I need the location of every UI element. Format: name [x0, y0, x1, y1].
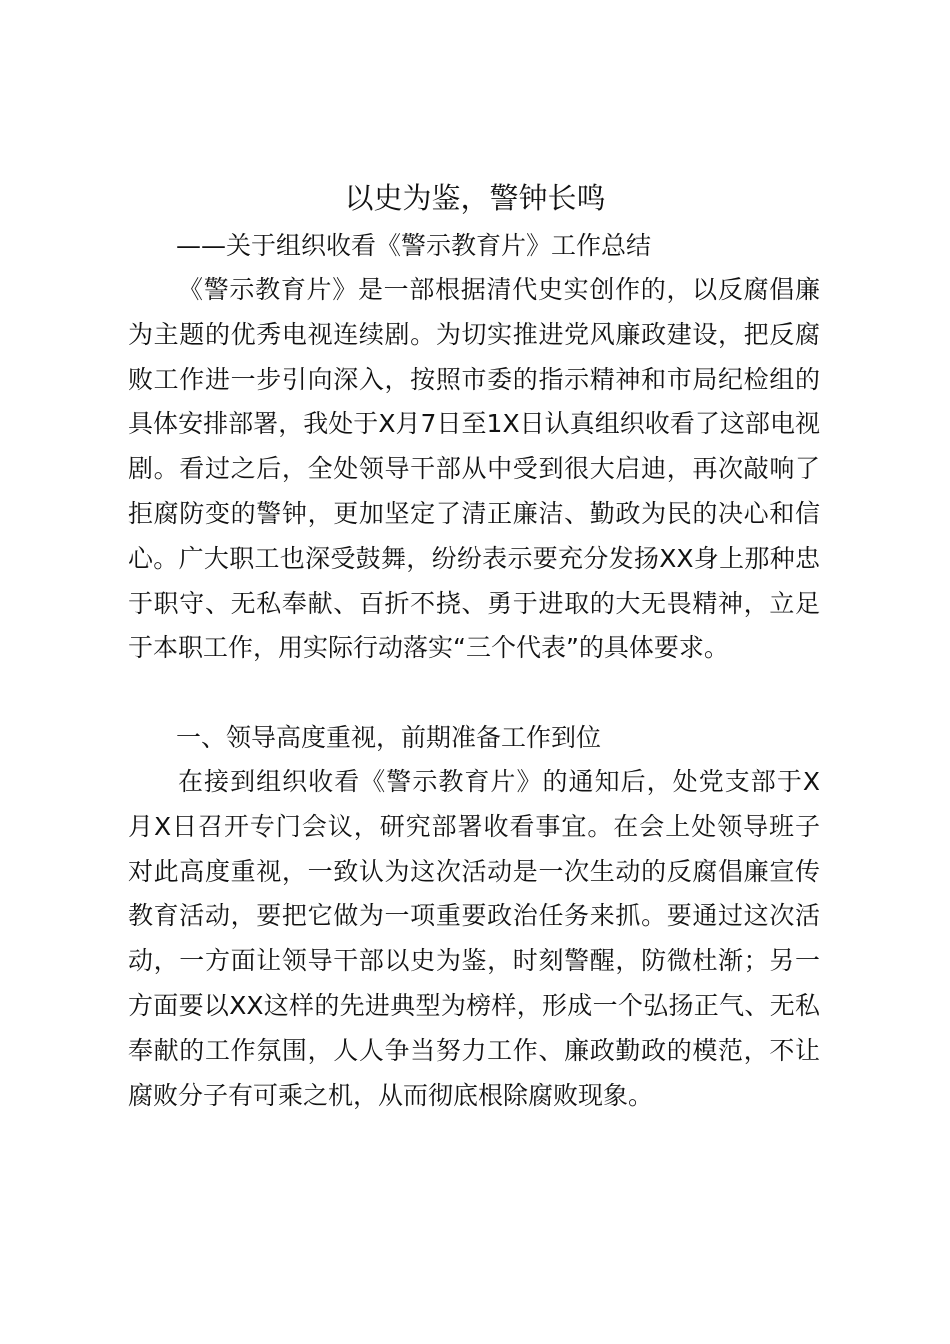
section-heading: 一、领导高度重视，前期准备工作到位 [176, 723, 602, 752]
document-title: 以史为鉴，警钟长鸣 [344, 181, 606, 215]
document-subtitle: ——关于组织收看《警示教育片》工作总结 [176, 231, 652, 260]
section-paragraph: 在接到组织收看《警示教育片》的通知后，处党支部于X月X日召开专门会议，研究部署收看事宜。在会上处领导班子对此高度重视，一致认为这次活动是一次生动的反腐倡廉宣传教育活动，要把它做为一项重要政治任务来抓。要通过这次活动，一方面让领导干部以史为鉴，时刻警醒，防微杜渐；另一方面要以XX这样的先进典型为榜样，形成一个弘扬正气、无私奉献的工作氛围，人人争当努力工作、廉政勤政的模范，不让腐败分子有可乘之机，从而彻底根除腐败现象。 [128, 767, 820, 1110]
intro-paragraph: 《警示教育片》是一部根据清代史实创作的，以反腐倡廉为主题的优秀电视连续剧。为切实推进党风廉政建设，把反腐败工作进一步引向深入，按照市委的指示精神和市局纪检组的具体安排部署，我处于X月7日至1X日认真组织收看了这部电视剧。看过之后，全处领导干部从中受到很大启迪，再次敲响了拒腐防变的警钟，更加坚定了清正廉洁、勤政为民的决心和信心。广大职工也深受鼓舞，纷纷表示要充分发扬XX身上那种忠于职守、无私奉献、百折不挠、勇于进取的大无畏精神，立足于本职工作，用实际行动落实“三个代表”的具体要求。 [128, 275, 820, 663]
